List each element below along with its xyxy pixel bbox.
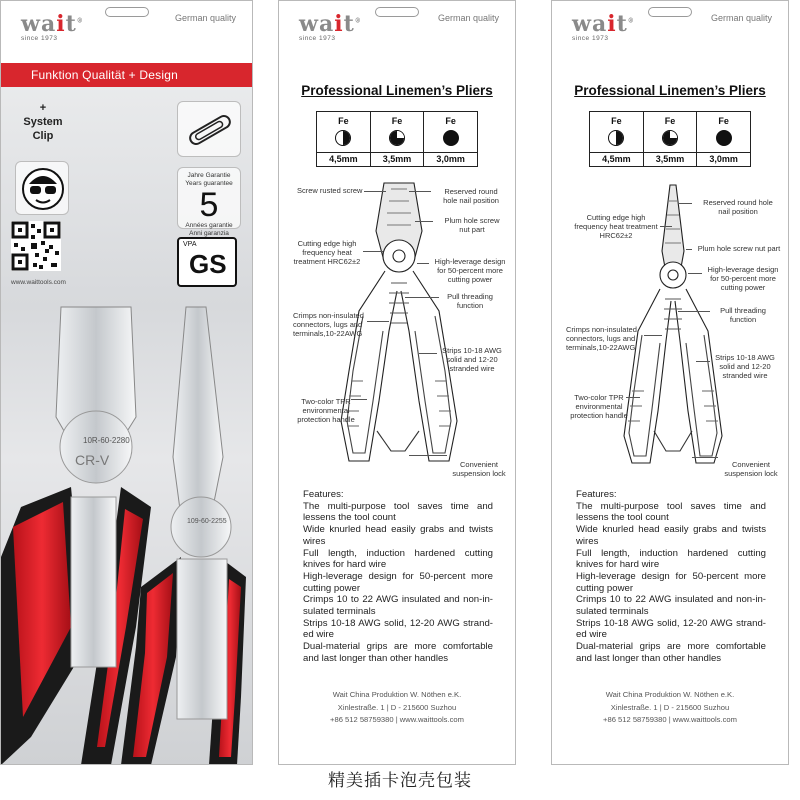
hang-hole (375, 7, 419, 17)
capacity-cell: Fe 3,0mm (697, 112, 750, 166)
full-circle-icon (716, 130, 732, 146)
callout-crimps: Crimps non-insulated connectors, lugs and terminals,10-22AWG (293, 311, 364, 338)
three-quarter-circle-icon (389, 130, 405, 146)
since-label: since 1973 (572, 35, 609, 42)
brand-logo: wait® since 1973 (21, 11, 84, 42)
website-url: www.waittools.com (11, 279, 66, 286)
safety-glasses-icon (15, 161, 69, 215)
callout-pull: Pull threading function (720, 306, 766, 324)
callout-reserved: Reserved round hole nail position (703, 198, 773, 216)
guarantee-badge: Jahre Garantie Years guarantee 5 Années garantie Anni garanzia (177, 167, 241, 229)
right-feature-column (177, 101, 245, 287)
company-footer: Wait China Produktion W. Nöthen e.K. Xinlestraße. 1 | D - 215600 Suzhou +86 512 58759380 | www.waittools.com (603, 690, 737, 724)
left-feature-column (11, 101, 75, 286)
callout-crimps: Crimps non-insulated connectors, lugs and terminals,10-22AWG (566, 325, 637, 352)
since-label: since 1973 (299, 35, 336, 42)
since-label: since 1973 (21, 35, 58, 42)
half-circle-icon (335, 130, 351, 146)
brand-logo: wait® since 1973 (572, 11, 635, 42)
callout-lock: Convenient suspension lock (724, 460, 778, 478)
spec-card-right (551, 0, 789, 765)
german-quality-label: German quality (437, 13, 499, 23)
three-quarter-circle-icon (662, 130, 678, 146)
plier-code-2: 109-60-2255 (187, 518, 227, 525)
callout-strips: Strips 10-18 AWG solid and 12-20 stranded wire (442, 346, 502, 373)
half-circle-icon (608, 130, 624, 146)
callout-leverage: High-leverage design for 50-percent more cutting power (707, 265, 779, 292)
brand-logo: wait® since 1973 (299, 11, 362, 42)
callout-plum: Plum hole screw nut part (697, 244, 781, 253)
callout-cutting: Cutting edge high frequency heat treatment HRC62±2 (574, 213, 658, 240)
function-quality-design-band: Funktion Qualität + Design (1, 63, 252, 87)
capacity-cell: Fe 3,5mm (644, 112, 698, 166)
spec-card-middle (278, 0, 516, 765)
features-list: Features: The multi-purpose tool saves time and lessens the tool count Wide knurled head easily grabs and twists wires Full length, induction hardened cutting knives for hard wire High-leverage design for 50-percent more cutting power Crimps 10 to 22 AWG insulated and non-in-sulated terminals Strips 10-18 AWG solid, 12-20 AWG strand-ed wire Dual-material grips are more comfortable and last longer than other handles (303, 489, 493, 664)
company-footer: Wait China Produktion W. Nöthen e.K. Xinlestraße. 1 | D - 215600 Suzhou +86 512 58759380 | www.waittools.com (330, 690, 464, 724)
callout-cutting: Cutting edge high frequency heat treatment HRC62±2 (293, 239, 361, 266)
hang-hole (648, 7, 692, 17)
callout-screw: Screw rusted screw (297, 186, 363, 195)
packaging-caption: 精美插卡泡壳包装 (328, 771, 472, 791)
german-quality-label: German quality (174, 13, 236, 23)
callout-lock: Convenient suspension lock (452, 460, 506, 478)
callout-strips: Strips 10-18 AWG solid and 12-20 stranded wire (715, 353, 775, 380)
plier-code-1: 10R-60-2280 (83, 436, 130, 445)
hang-hole (105, 7, 149, 17)
capacity-cell: Fe 3,5mm (371, 112, 425, 166)
callout-tpr: Two-color TPR environmental protection handle (570, 393, 628, 420)
features-list: Features: The multi-purpose tool saves time and lessens the tool count Wide knurled head easily grabs and twists wires Full length, induction hardened cutting knives for hard wire High-leverage design for 50-percent more cutting power Crimps 10 to 22 AWG insulated and non-in-sulated terminals Strips 10-18 AWG solid, 12-20 AWG strand-ed wire Dual-material grips are more comfortable and last longer than other handles (576, 489, 766, 664)
front-packaging-card (0, 0, 253, 765)
pliers-product-image (1, 297, 253, 765)
gs-certification-mark: VPA GS (177, 237, 237, 287)
guarantee-years: 5 (199, 186, 219, 224)
product-title: Professional Linemen’s Pliers (301, 83, 493, 98)
callout-leverage: High-leverage design for 50-percent more cutting power (434, 257, 506, 284)
callout-tpr: Two-color TPR environmental protection handle (297, 397, 355, 424)
system-clip-label: + System Clip (23, 102, 63, 142)
product-title: Professional Linemen’s Pliers (574, 83, 766, 98)
cutting-capacity-table (316, 111, 478, 167)
callout-pull: Pull threading function (447, 292, 493, 310)
system-clip-icon (177, 101, 241, 157)
capacity-cell: Fe 4,5mm (317, 112, 371, 166)
crv-badge: CR-V (75, 452, 110, 468)
qr-code (11, 221, 75, 276)
full-circle-icon (443, 130, 459, 146)
callout-reserved: Reserved round hole nail position (443, 187, 499, 205)
german-quality-label: German quality (710, 13, 772, 23)
callout-plum: Plum hole screw nut part (444, 216, 500, 234)
cutting-capacity-table (589, 111, 751, 167)
capacity-cell: Fe 4,5mm (590, 112, 644, 166)
capacity-cell: Fe 3,0mm (424, 112, 477, 166)
